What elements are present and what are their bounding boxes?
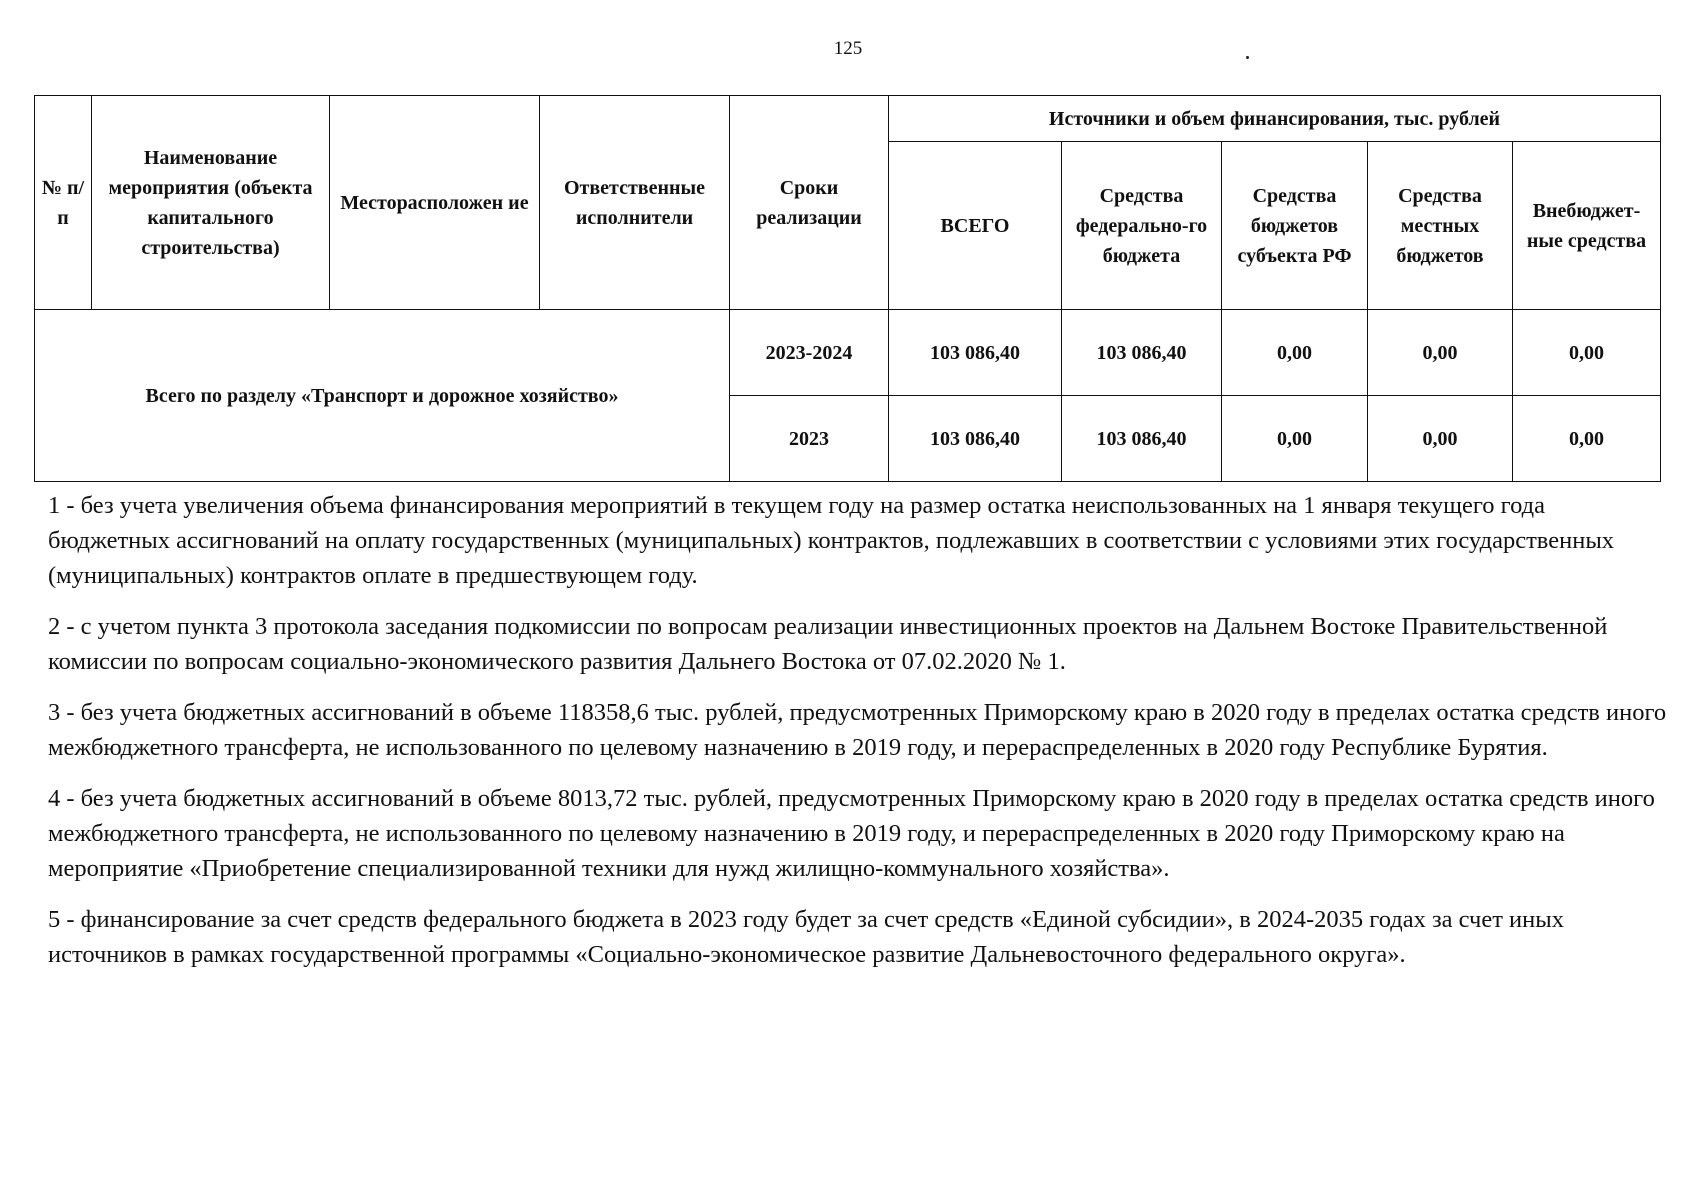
cell-federal: 103 086,40 — [1062, 396, 1222, 482]
table-row — [35, 310, 1661, 396]
scan-dot — [1246, 56, 1249, 59]
header-regional: Средства бюджетов субъекта РФ — [1222, 142, 1368, 310]
header-extra: Внебюджет-ные средства — [1513, 142, 1661, 310]
cell-extra: 0,00 — [1513, 396, 1661, 482]
header-period: Сроки реализации — [730, 96, 889, 310]
footnote: 3 - без учета бюджетных ассигнований в объеме 118358,6 тыс. рублей, предусмотренных Приморскому краю в 2020 году в пределах остатка средств иного межбюджетного трансферта, не использованного по целевому назначению в 2019 году, и перераспределенных в 2020 году Республике Бурятия. — [48, 699, 1667, 761]
footnote: 2 - с учетом пункта 3 протокола заседания подкомиссии по вопросам реализации инвестиционных проектов на Дальнем Востоке Правительственной комиссии по вопросам социально-экономического развития Дальнего Востока от 07.02.2020 № 1. — [48, 613, 1608, 675]
cell-local: 0,00 — [1368, 396, 1513, 482]
section-total-label: Всего по разделу «Транспорт и дорожное хозяйство» — [35, 310, 730, 482]
cell-extra: 0,00 — [1513, 310, 1661, 396]
cell-federal: 103 086,40 — [1062, 310, 1222, 396]
cell-total: 103 086,40 — [889, 310, 1062, 396]
header-sources: Источники и объем финансирования, тыс. рублей — [889, 96, 1661, 142]
header-total: ВСЕГО — [889, 142, 1062, 310]
header-name: Наименование мероприятия (объекта капитального строительства) — [92, 96, 330, 310]
header-responsible: Ответственные исполнители — [540, 96, 730, 310]
header-num: № п/п — [35, 96, 92, 310]
cell-total: 103 086,40 — [889, 396, 1062, 482]
cell-period: 2023 — [730, 396, 889, 482]
cell-period: 2023-2024 — [730, 310, 889, 396]
header-federal: Средства федерально-го бюджета — [1062, 142, 1222, 310]
cell-regional: 0,00 — [1222, 396, 1368, 482]
footnote: 1 - без учета увеличения объема финансирования мероприятий в текущем году на размер остатка неиспользованных на 1 января текущего года бюджетных ассигнований на оплату государственных (муниципальных) контрактов, подлежавших в соответствии с условиями этих государственных (муниципальных) контрактов оплате в предшествующем году. — [48, 492, 1615, 589]
header-location: Месторасположен ие — [330, 96, 540, 310]
footnote: 4 - без учета бюджетных ассигнований в объеме 8013,72 тыс. рублей, предусмотренных Приморскому краю в 2020 году в пределах остатка средств иного межбюджетного трансферта, не использованного по целевому назначению в 2019 году, и перераспределенных в 2020 году Приморскому краю на мероприятие «Приобретение специализированной техники для нужд жилищно-коммунального хозяйства». — [48, 785, 1655, 882]
cell-regional: 0,00 — [1222, 310, 1368, 396]
footnotes — [48, 488, 1668, 988]
footnote: 5 - финансирование за счет средств федерального бюджета в 2023 году будет за счет средств «Единой субсидии», в 2024-2035 годах за счет иных источников в рамках государственной программы «Социально-экономическое развитие Дальневосточного федерального округа». — [48, 906, 1564, 968]
financing-table — [34, 95, 1661, 482]
page-number: 125 — [833, 38, 863, 59]
header-local: Средства местных бюджетов — [1368, 142, 1513, 310]
cell-local: 0,00 — [1368, 310, 1513, 396]
